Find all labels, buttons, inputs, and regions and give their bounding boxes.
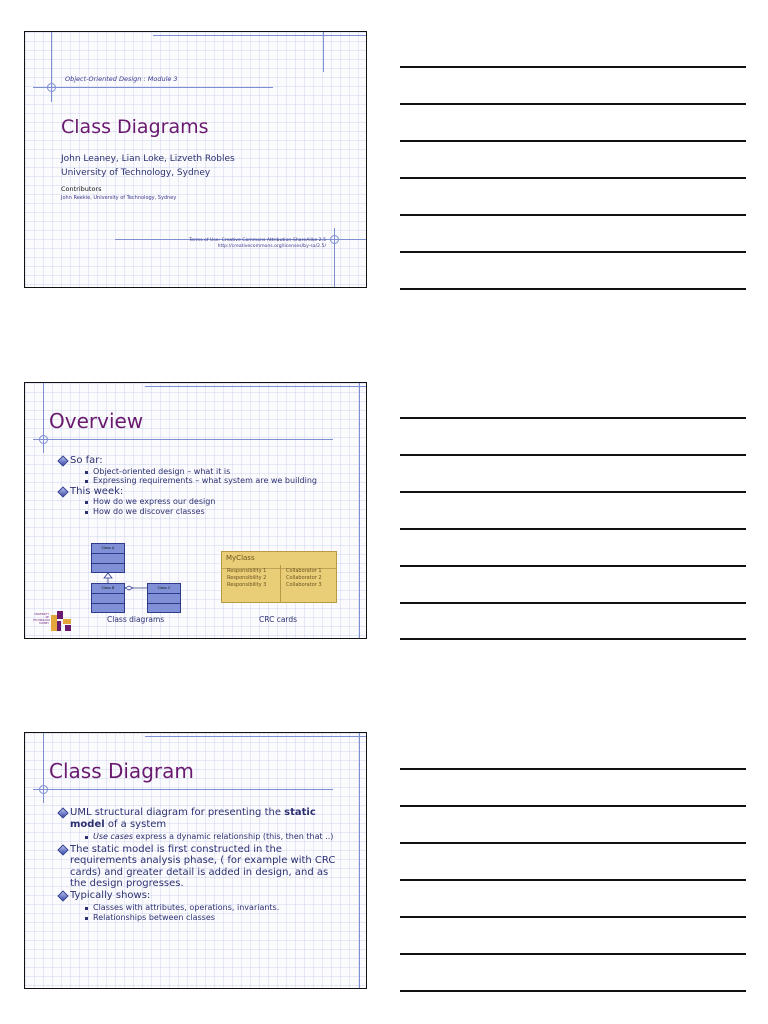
- university-logo: [33, 611, 73, 633]
- bullet-item: [59, 486, 317, 517]
- uml-connectors: [85, 568, 165, 598]
- slide-3-class-diagram: [24, 732, 367, 989]
- module-label: Object-Oriented Design : Module 3: [65, 75, 178, 83]
- sub-item: Classes with attributes, operations, invariants.: [85, 903, 344, 913]
- bullet-item: [59, 455, 317, 486]
- bullet-text: Typically shows:: [70, 889, 151, 901]
- notes-line: [400, 528, 746, 530]
- crc-card: [221, 551, 337, 603]
- notes-line: [400, 953, 746, 955]
- crc-divider: [280, 565, 281, 603]
- notes-line: [400, 842, 746, 844]
- crc-collaborators: [286, 568, 322, 589]
- sub-item: How do we discover classes: [85, 507, 317, 517]
- notes-line: [400, 768, 746, 770]
- decor-line: [359, 383, 360, 639]
- decor-circle: [39, 785, 48, 794]
- slide-title: Class Diagrams: [61, 116, 209, 138]
- notes-line: [400, 417, 746, 419]
- sub-item: How do we express our design: [85, 497, 317, 507]
- notes-line: [400, 638, 746, 640]
- uml-class-name: Class A: [92, 544, 124, 554]
- bullet-item: [59, 890, 344, 923]
- bullet-item: [59, 807, 344, 842]
- authors: John Leaney, Lian Loke, Lizveth Robles: [61, 154, 235, 164]
- decor-circle: [39, 435, 48, 444]
- notes-line: [400, 602, 746, 604]
- notes-line: [400, 565, 746, 567]
- notes-line: [400, 177, 746, 179]
- caption-crc-cards: CRC cards: [259, 615, 298, 624]
- sub-list: [70, 467, 317, 486]
- crc-responsibility: Responsibility 2: [227, 575, 267, 581]
- notes-line: [400, 251, 746, 253]
- caption-class-diagrams: Class diagrams: [107, 615, 165, 624]
- sub-list: [70, 832, 344, 842]
- crc-collaborator: Collaborator 1: [286, 568, 322, 574]
- notes-line: [400, 288, 746, 290]
- uml-class-name: Class B: [92, 584, 124, 594]
- sub-item: Relationships between classes: [85, 913, 344, 923]
- sub-item: Expressing requirements – what system are we building: [85, 476, 317, 486]
- logo-text: [33, 613, 49, 625]
- sub-item: Object-oriented design – what it is: [85, 467, 317, 477]
- crc-class-name: MyClass: [222, 552, 336, 569]
- bullet-emphasis: static model: [70, 807, 316, 830]
- notes-line: [400, 454, 746, 456]
- bullet-list: [59, 455, 317, 516]
- notes-line: [400, 140, 746, 142]
- uml-class-name: Class C: [148, 584, 180, 594]
- sub-list: [70, 903, 344, 922]
- decor-circle: [47, 83, 56, 92]
- logo-text-line: OF: [45, 616, 49, 619]
- sub-text: express a dynamic relationship (this, then that ..): [133, 832, 334, 841]
- decor-line: [145, 386, 367, 387]
- bullet-list: [59, 807, 344, 922]
- bullet-item: The static model is first constructed in the requirements analysis phase, ( for example with CRC cards) and greater detail is added in design, and as the design progresses.: [59, 844, 344, 890]
- logo-text-line: UNIVERSITY: [34, 613, 49, 616]
- decor-circle: [330, 235, 339, 244]
- authors-block: [61, 152, 235, 180]
- decor-line: [145, 736, 367, 737]
- logo-text-line: TECHNOLOGY: [33, 619, 51, 622]
- notes-line: [400, 990, 746, 992]
- decor-line: [33, 439, 333, 440]
- slide-1-title: [24, 31, 367, 288]
- crc-responsibilities: [227, 568, 266, 589]
- notes-line: [400, 66, 746, 68]
- bullet-text: This week:: [70, 485, 124, 497]
- slide-title: Overview: [49, 409, 144, 433]
- terms-link[interactable]: http://creativecommons.org/licenses/by-sa/2.5/: [217, 244, 326, 249]
- bullet-text: So far:: [70, 455, 103, 466]
- decor-line: [33, 87, 273, 88]
- decor-line: [153, 35, 367, 36]
- notes-line: [400, 214, 746, 216]
- decor-line: [359, 733, 360, 989]
- notes-line: [400, 491, 746, 493]
- logo-mark-icon: [51, 611, 73, 633]
- terms-of-use: [189, 238, 326, 250]
- contributors-label: Contributors: [61, 185, 102, 193]
- crc-responsibility: Responsibility 1: [227, 568, 267, 574]
- crc-collaborator: Collaborator 3: [286, 582, 322, 588]
- bullet-text: UML structural diagram for presenting the: [70, 807, 285, 818]
- decor-line: [323, 32, 324, 72]
- sub-list: [70, 497, 317, 516]
- slide-title: Class Diagram: [49, 759, 194, 783]
- notes-line: [400, 805, 746, 807]
- sub-emphasis: Use cases: [93, 832, 134, 841]
- notes-line: [400, 916, 746, 918]
- uml-row: [92, 554, 124, 564]
- crc-collaborator: Collaborator 2: [286, 575, 322, 581]
- decor-line: [33, 789, 333, 790]
- university: University of Technology, Sydney: [61, 168, 211, 178]
- bullet-text: of a system: [104, 818, 167, 830]
- notes-line: [400, 103, 746, 105]
- crc-responsibility: Responsibility 3: [227, 582, 267, 588]
- sub-item: [85, 832, 344, 842]
- notes-line: [400, 879, 746, 881]
- terms-line: Terms of Use: Creative Commons Attribution-ShareAlike 2.5: [189, 238, 326, 243]
- logo-text-line: SYDNEY: [38, 622, 49, 625]
- slide-2-overview: [24, 382, 367, 639]
- contributor-name: John Reekie, University of Technology, Sydney: [61, 195, 177, 201]
